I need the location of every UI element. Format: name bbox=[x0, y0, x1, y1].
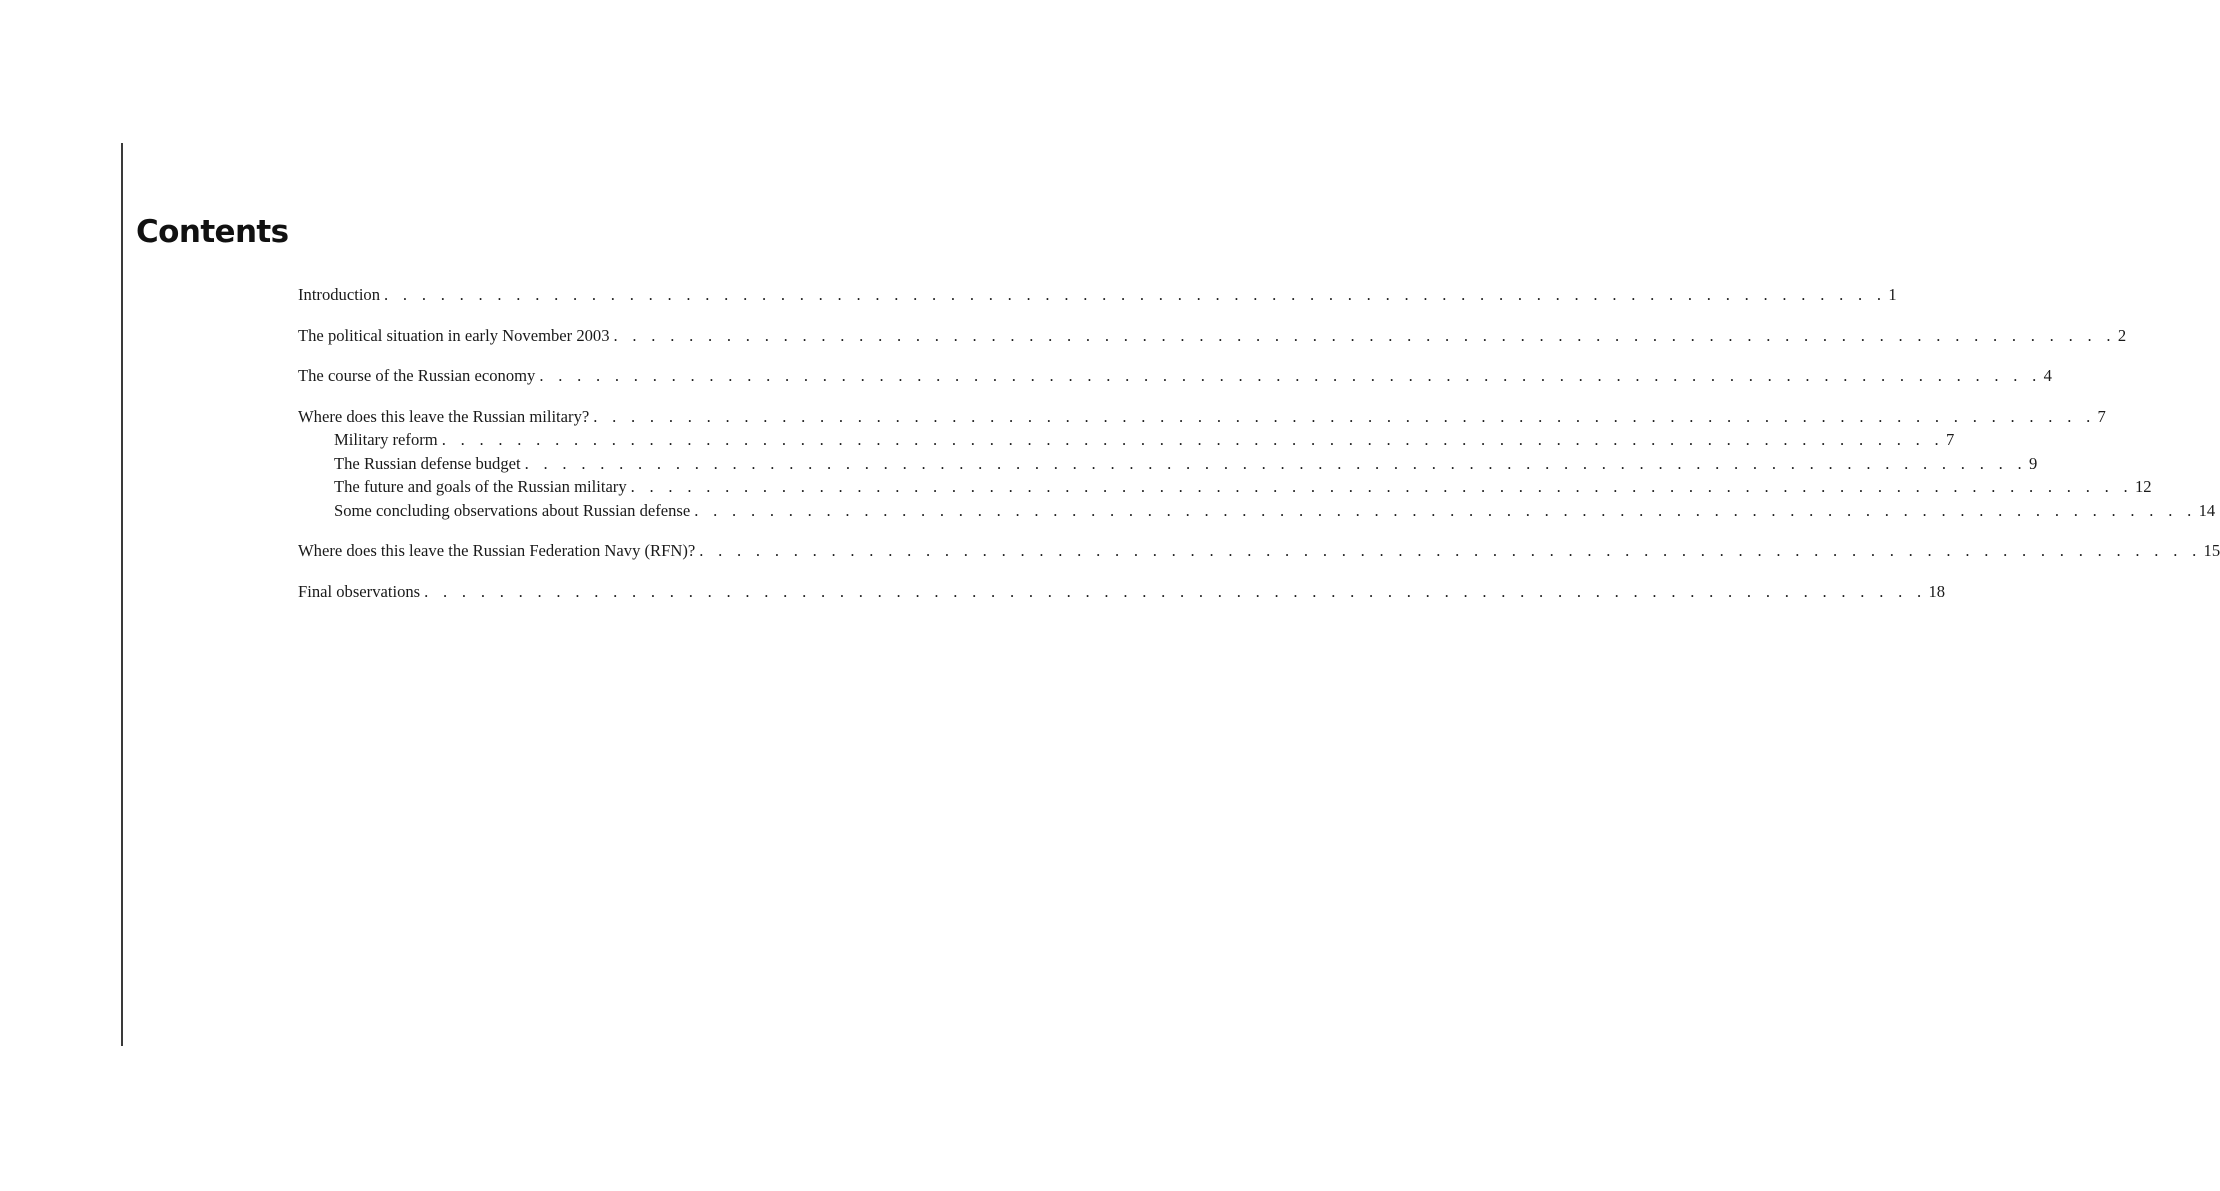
toc-entry-title: Some concluding observations about Russian defense bbox=[334, 500, 691, 520]
dot-leader: . . . . . . . . . . . . . . . . . . . . . . . . . . . . . . . . . . . . . . . . . . . . . . . . . . . . . . . . . . . . . . . . . . . . . . . . . . . . . . . . bbox=[539, 366, 2042, 385]
toc-section bbox=[298, 324, 2127, 348]
page-title: Contents bbox=[136, 214, 289, 250]
toc-page-number: 12 bbox=[2134, 477, 2152, 496]
toc-page-number: 7 bbox=[1946, 430, 1955, 449]
dot-leader: . . . . . . . . . . . . . . . . . . . . . . . . . . . . . . . . . . . . . . . . . . . . . . . . . . . . . . . . . . . . . . . . . . . . . . . . . . . . . . . . bbox=[694, 500, 2197, 520]
toc-entry-title: Where does this leave the Russian military? bbox=[298, 406, 590, 426]
dot-leader: . . . . . . . . . . . . . . . . . . . . . . . . . . . . . . . . . . . . . . . . . . . . . . . . . . . . . . . . . . . . . . . . . . . . . . . . . . . . . . . . bbox=[593, 406, 2096, 426]
toc-entry-title: Introduction bbox=[298, 285, 381, 304]
toc-section bbox=[298, 405, 2216, 523]
toc-entry[interactable] bbox=[298, 324, 2127, 348]
toc-page-number: 2 bbox=[2117, 325, 2127, 345]
toc-entry[interactable] bbox=[298, 283, 1897, 307]
toc-entry[interactable] bbox=[298, 580, 1946, 604]
toc-section bbox=[298, 364, 2052, 388]
dot-leader: . . . . . . . . . . . . . . . . . . . . . . . . . . . . . . . . . . . . . . . . . . . . . . . . . . . . . . . . . . . . . . . . . . . . . . . . . . . . . . . . bbox=[384, 285, 1887, 304]
toc-entry[interactable] bbox=[298, 405, 2106, 429]
toc-page-number: 4 bbox=[2043, 366, 2052, 385]
toc-section bbox=[298, 580, 1946, 604]
toc-subentry[interactable] bbox=[298, 428, 1955, 452]
toc-page-number: 7 bbox=[2097, 406, 2106, 426]
toc-entry[interactable] bbox=[298, 539, 2220, 563]
table-of-contents bbox=[298, 283, 2220, 620]
toc-entry[interactable] bbox=[298, 364, 2052, 388]
toc-page-number: 18 bbox=[1928, 581, 1946, 601]
toc-page-number: 9 bbox=[2028, 453, 2038, 473]
dot-leader: . . . . . . . . . . . . . . . . . . . . . . . . . . . . . . . . . . . . . . . . . . . . . . . . . . . . . . . . . . . . . . . . . . . . . . . . . . . . . . . . bbox=[613, 325, 2116, 345]
dot-leader: . . . . . . . . . . . . . . . . . . . . . . . . . . . . . . . . . . . . . . . . . . . . . . . . . . . . . . . . . . . . . . . . . . . . . . . . . . . . . . . . bbox=[699, 541, 2202, 560]
toc-page-number: 15 bbox=[2203, 541, 2220, 560]
toc-entry-title: The future and goals of the Russian military bbox=[334, 477, 627, 496]
toc-entry-title: Final observations bbox=[298, 581, 421, 601]
toc-subentry[interactable] bbox=[298, 452, 2038, 476]
toc-entry-title: Where does this leave the Russian Federation Navy (RFN)? bbox=[298, 541, 696, 560]
toc-entry-title: The course of the Russian economy bbox=[298, 366, 536, 385]
toc-section bbox=[298, 539, 2220, 563]
toc-subentry[interactable] bbox=[298, 475, 2152, 499]
margin-rule bbox=[121, 143, 123, 1046]
dot-leader: . . . . . . . . . . . . . . . . . . . . . . . . . . . . . . . . . . . . . . . . . . . . . . . . . . . . . . . . . . . . . . . . . . . . . . . . . . . . . . . . bbox=[524, 453, 2027, 473]
toc-subentry[interactable] bbox=[298, 499, 2216, 523]
toc-page-number: 1 bbox=[1888, 285, 1897, 304]
toc-entry-title: The political situation in early November 2003 bbox=[298, 325, 610, 345]
toc-entry-title: The Russian defense budget bbox=[334, 453, 521, 473]
dot-leader: . . . . . . . . . . . . . . . . . . . . . . . . . . . . . . . . . . . . . . . . . . . . . . . . . . . . . . . . . . . . . . . . . . . . . . . . . . . . . . . . bbox=[424, 581, 1927, 601]
toc-page-number: 14 bbox=[2198, 500, 2216, 520]
dot-leader: . . . . . . . . . . . . . . . . . . . . . . . . . . . . . . . . . . . . . . . . . . . . . . . . . . . . . . . . . . . . . . . . . . . . . . . . . . . . . . . . bbox=[441, 430, 1944, 449]
toc-section bbox=[298, 283, 1897, 307]
toc-entry-title: Military reform bbox=[334, 430, 438, 449]
dot-leader: . . . . . . . . . . . . . . . . . . . . . . . . . . . . . . . . . . . . . . . . . . . . . . . . . . . . . . . . . . . . . . . . . . . . . . . . . . . . . . . . bbox=[630, 477, 2133, 496]
